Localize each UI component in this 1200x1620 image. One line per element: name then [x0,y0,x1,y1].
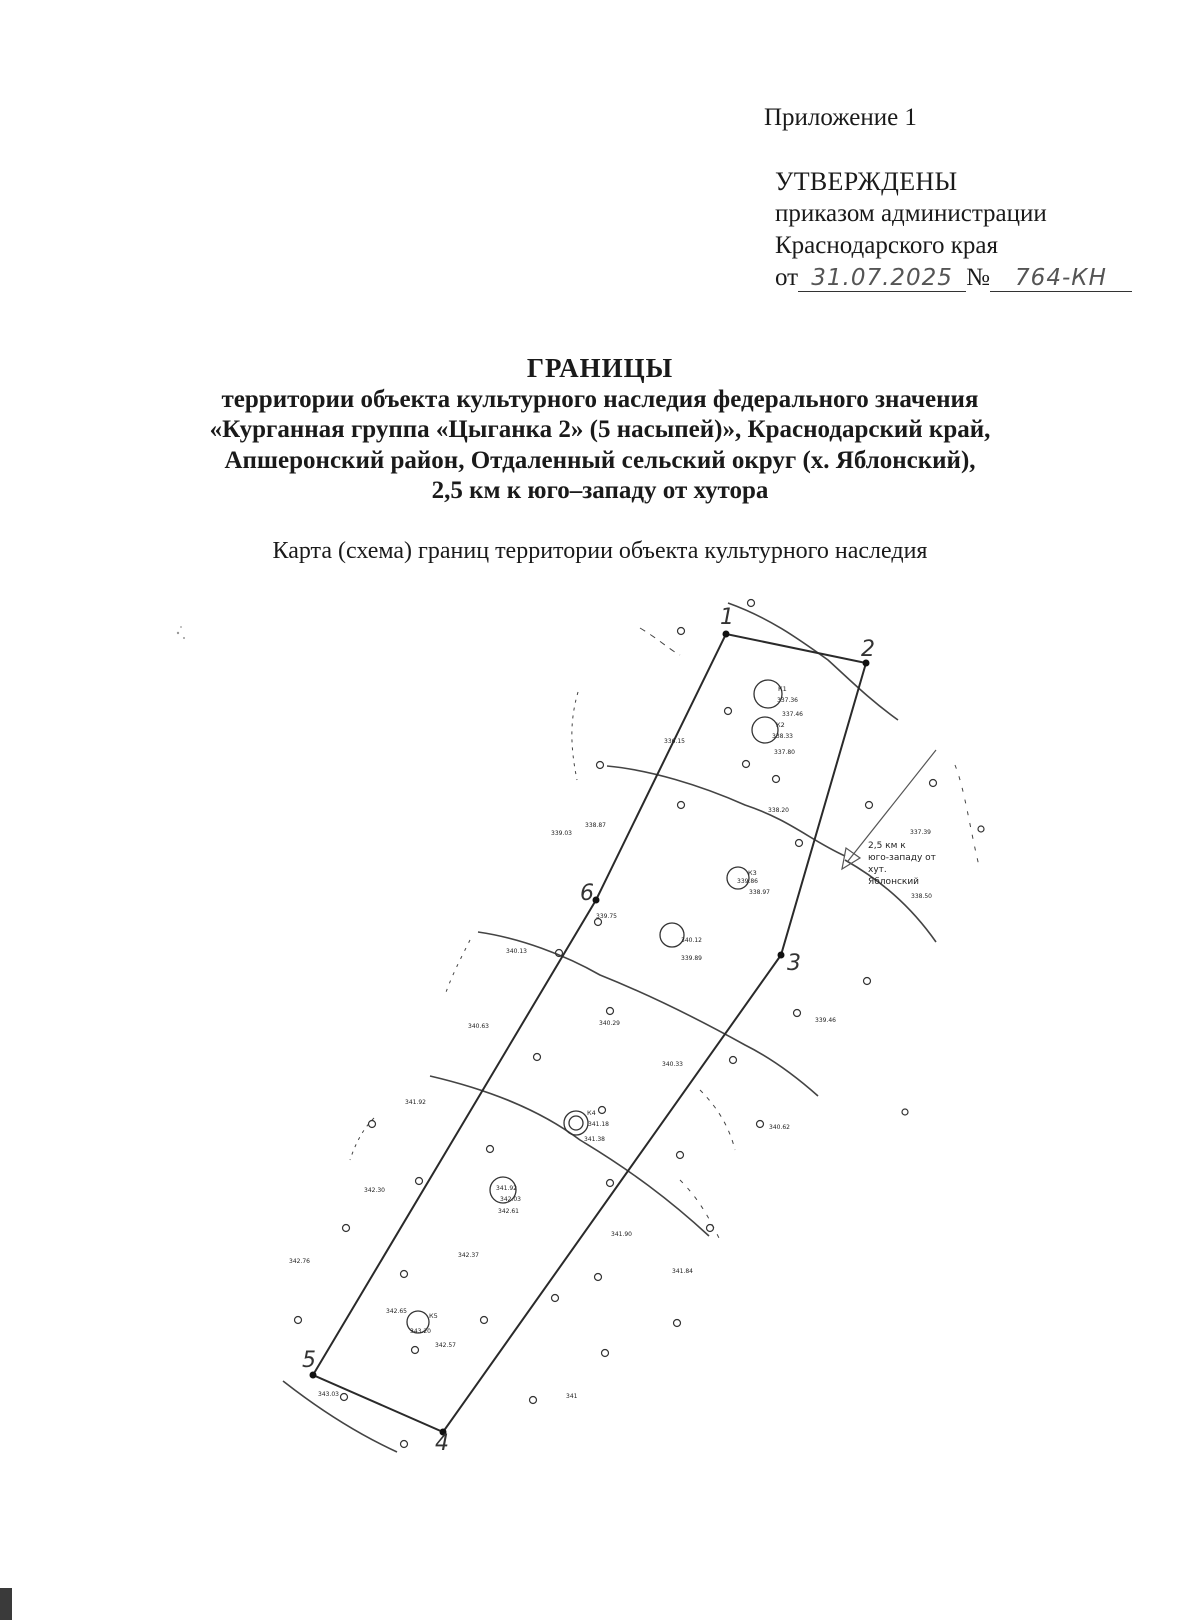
contour-line [430,1076,709,1236]
survey-point [481,1317,488,1324]
direction-note-line-2: юго-западу от [868,853,936,863]
elevation-label: 339.86 [737,878,758,885]
elevation-label: 338.50 [911,893,932,900]
survey-point [412,1347,419,1354]
survey-point [866,802,873,809]
survey-point [794,1010,801,1017]
elevation-label: 339.89 [681,955,702,962]
elevation-label: 341.92 [496,1185,517,1192]
elevation-label: 341.38 [584,1136,605,1143]
point-label-2: 2 [861,637,875,662]
contour-line [572,692,578,780]
survey-point [864,978,871,985]
elevation-label: 338.33 [772,733,793,740]
survey-point [401,1441,408,1448]
order-issuer-line1: приказом администрации [775,200,1047,227]
contour-line [350,1118,374,1160]
survey-point [725,708,732,715]
direction-note-line-4: Яблонский [868,877,920,887]
mound-labels [429,685,787,1320]
survey-point [730,1057,737,1064]
elevation-label: 341 [566,1393,578,1400]
direction-note-line-3: хут. [868,865,887,875]
survey-point [674,1320,681,1327]
point-label-3: 3 [787,951,801,976]
elevation-label: 339.75 [596,913,617,920]
scan-speck [180,626,182,628]
elevation-label: 340.62 [769,1124,790,1131]
title-line-2: «Курганная группа «Цыганка 2» (5 насыпей)», Краснодарский край, [209,416,991,443]
order-date-prefix: от [775,264,799,291]
elevation-label: 338.97 [749,889,770,896]
boundary-point-1 [723,631,730,638]
point-label-1: 1 [720,605,734,630]
scan-specks [177,626,185,639]
elevation-label: 340.63 [468,1023,489,1030]
survey-point [369,1121,376,1128]
direction-note-line-1: 2,5 км к [868,841,906,851]
contour-line [283,1381,397,1452]
survey-point [416,1178,423,1185]
title-main: ГРАНИЦЫ [526,353,674,383]
mound-label: К5 [429,1312,438,1320]
elevation-label: 339.03 [551,830,572,837]
survey-point [607,1180,614,1187]
survey-point [295,1317,302,1324]
survey-point [978,826,984,832]
survey-point [902,1109,908,1115]
scan-speck [177,632,179,634]
order-issuer-line2: Краснодарского края [775,232,998,259]
order-number-sign: № [966,264,990,291]
elevation-label: 338.87 [585,822,606,829]
title-line-3: Апшеронский район, Отдаленный сельский округ (х. Яблонский), [224,446,976,474]
boundary-point-3 [778,952,785,959]
survey-point [341,1394,348,1401]
survey-point [678,802,685,809]
survey-point [707,1225,714,1232]
contour-line [845,860,936,942]
elevation-label: 339.46 [815,1017,836,1024]
mound-label: К1 [778,685,787,693]
mound-circle [569,1116,583,1130]
survey-point [743,761,750,768]
order-number-handwritten: 764-КН [990,265,1132,292]
survey-point [930,780,937,787]
survey-point [677,1152,684,1159]
mound-circle [564,1111,588,1135]
contour-line [640,628,680,655]
elevation-label: 340.33 [662,1061,683,1068]
point-label-5: 5 [302,1348,316,1373]
elevation-label: 343.20 [410,1328,431,1335]
order-date-handwritten: 31.07.2025 [798,265,966,292]
scan-speck [183,637,185,639]
survey-point [607,1008,614,1015]
survey-point [343,1225,350,1232]
survey-point [599,1107,606,1114]
survey-point [602,1350,609,1357]
survey-point [401,1271,408,1278]
survey-point [595,1274,602,1281]
elevation-label: 340.13 [506,948,527,955]
direction-arrowhead-icon [842,848,860,869]
point-label-4: 4 [435,1431,449,1456]
survey-points [295,600,985,1448]
survey-point [678,628,685,635]
terrain-contours [283,603,980,1452]
elevation-label: 337.80 [774,749,795,756]
elevation-label: 336.15 [664,738,685,745]
survey-point [757,1121,764,1128]
elevation-label: 337.36 [777,697,798,704]
elevation-label: 341.84 [672,1268,693,1275]
appendix-label: Приложение 1 [764,104,917,131]
elevation-label: 341.90 [611,1231,632,1238]
contour-line [607,766,845,856]
elevation-label: 342.03 [500,1196,521,1203]
elevation-label: 341.18 [588,1121,609,1128]
mound-symbols [407,680,782,1333]
survey-point [487,1146,494,1153]
title-line-4: 2,5 км к юго–западу от хутора [431,477,769,504]
survey-point [597,762,604,769]
elevation-label: 342.61 [498,1208,519,1215]
point-label-6: 6 [580,881,594,906]
mound-label: К2 [776,721,785,729]
survey-point [530,1397,537,1404]
elevation-labels [289,697,932,1400]
contour-line [700,1090,735,1150]
contour-line [680,1180,720,1240]
elevation-label: 337.46 [782,711,803,718]
survey-point [796,840,803,847]
elevation-label: 340.12 [681,937,702,944]
mound-label: К3 [748,869,757,877]
elevation-label: 342.65 [386,1308,407,1315]
approved-heading: УТВЕРЖДЕНЫ [775,167,958,196]
elevation-label: 341.92 [405,1099,426,1106]
title-line-1: территории объекта культурного наследия федерального значения [221,385,979,413]
contour-line [955,765,980,870]
elevation-label: 338.20 [768,807,789,814]
elevation-label: 342.76 [289,1258,310,1265]
elevation-label: 343.03 [318,1391,339,1398]
survey-point [773,776,780,783]
survey-point [552,1295,559,1302]
map-caption: Карта (схема) границ территории объекта культурного наследия [272,538,928,564]
survey-point [748,600,755,607]
elevation-label: 337.39 [910,829,931,836]
contour-line [445,940,470,995]
elevation-label: 342.37 [458,1252,479,1259]
scan-edge-mark [0,1588,12,1620]
elevation-label: 342.57 [435,1342,456,1349]
survey-point [534,1054,541,1061]
elevation-label: 342.30 [364,1187,385,1194]
elevation-label: 340.29 [599,1020,620,1027]
mound-label: К4 [587,1109,596,1117]
